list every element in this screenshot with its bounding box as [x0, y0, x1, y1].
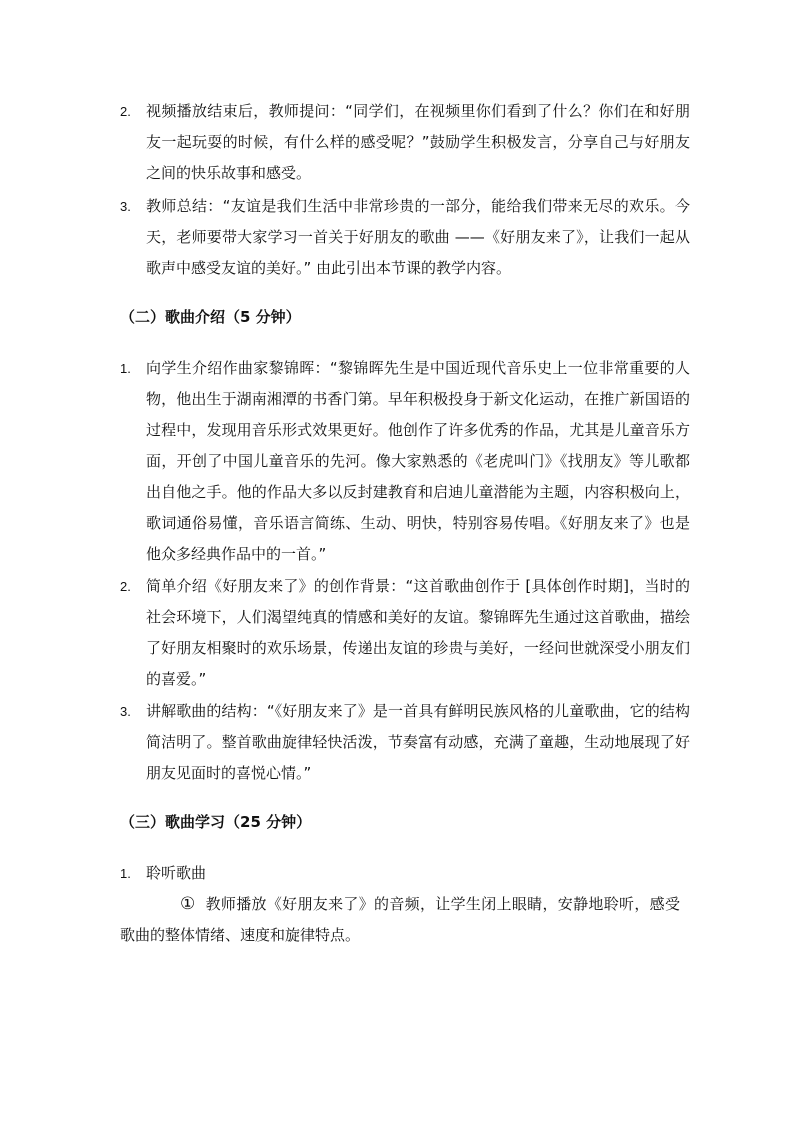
list-number: 3. [120, 199, 131, 214]
list-number: 2. [120, 579, 131, 594]
section-heading-song-learning: （三）歌曲学习（25 分钟） [120, 813, 312, 831]
list-item-intro-3 [120, 191, 690, 284]
list-item-learning-1 [120, 858, 690, 889]
list-text: 聆听歌曲 [146, 864, 207, 882]
section-heading-song-intro: （二）歌曲介绍（5 分钟） [120, 308, 301, 326]
list-text: 教师总结：“友谊是我们生活中非常珍贵的一部分，能给我们带来无尽的欢乐。今天，老师要带大家学习一首关于好朋友的歌曲 ——《好朋友来了》，让我们一起从歌声中感受友谊的美好。” 由此引出本节课的教学内容。 [146, 197, 690, 277]
list-number: 1. [120, 361, 131, 376]
list-item-intro-2 [120, 96, 690, 189]
list-item-song-intro-3 [120, 696, 690, 789]
list-item-song-intro-1 [120, 353, 690, 570]
circled-number-marker: ① [180, 894, 196, 914]
sub-item-listen [120, 889, 680, 951]
list-text: 讲解歌曲的结构：“《好朋友来了》是一首具有鲜明民族风格的儿童歌曲，它的结构简洁明了。整首歌曲旋律轻快活泼，节奏富有动感，充满了童趣，生动地展现了好朋友见面时的喜悦心情。” [146, 702, 690, 782]
list-item-song-intro-2 [120, 571, 690, 695]
list-number: 3. [120, 704, 131, 719]
list-number: 2. [120, 104, 131, 119]
list-number: 1. [120, 866, 131, 881]
sub-item-paragraph [120, 889, 680, 951]
list-text: 视频播放结束后，教师提问：“同学们，在视频里你们看到了什么？你们在和好朋友一起玩耍的时候，有什么样的感受呢？”鼓励学生积极发言，分享自己与好朋友之间的快乐故事和感受。 [146, 102, 690, 182]
list-text: 向学生介绍作曲家黎锦晖：“黎锦晖先生是中国近现代音乐史上一位非常重要的人物，他出生于湖南湘潭的书香门第。早年积极投身于新文化运动，在推广新国语的过程中，发现用音乐形式效果更好。他创作了许多优秀的作品，尤其是儿童音乐方面，开创了中国儿童音乐的先河。像大家熟悉的《老虎叫门》《找朋友》等儿歌都出自他之手。他的作品大多以反封建教育和启迪儿童潜能为主题，内容积极向上，歌词通俗易懂，音乐语言简练、生动、明快，特别容易传唱。《好朋友来了》也是他众多经典作品中的一首。” [146, 359, 690, 563]
sub-item-text: 教师播放《好朋友来了》的音频，让学生闭上眼睛，安静地聆听，感受歌曲的整体情绪、速度和旋律特点。 [120, 895, 680, 944]
list-text: 简单介绍《好朋友来了》的创作背景：“这首歌曲创作于 [具体创作时期]，当时的社会环境下，人们渴望纯真的情感和美好的友谊。黎锦晖先生通过这首歌曲，描绘了好朋友相聚时的欢乐场景，传递出友谊的珍贵与美好，一经问世就深受小朋友们的喜爱。” [146, 577, 690, 688]
